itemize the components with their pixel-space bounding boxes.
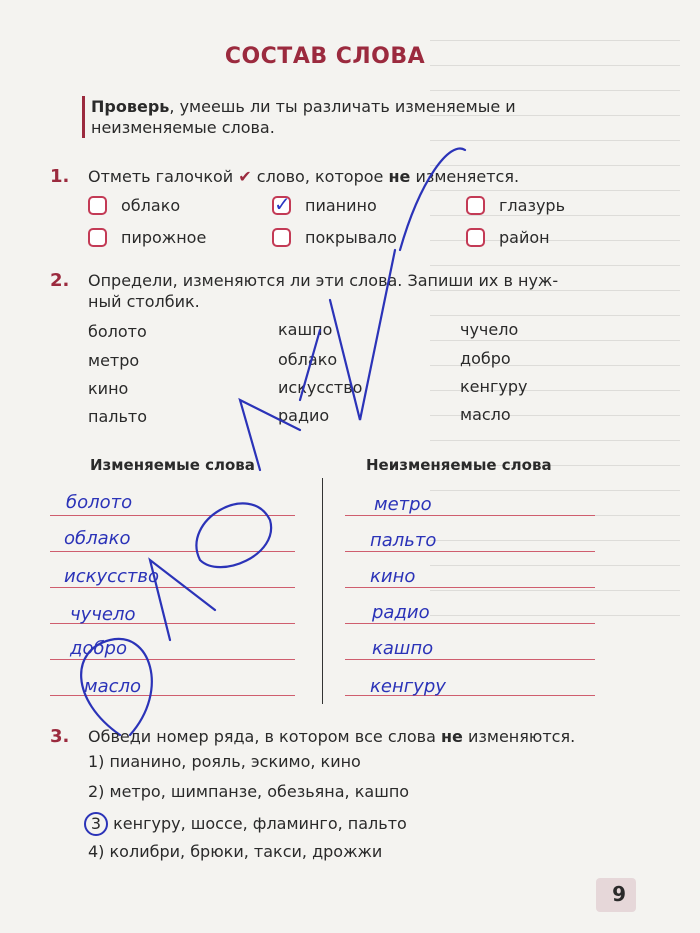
- option-pokryvalo[interactable]: [272, 224, 397, 250]
- answer-line: [50, 551, 295, 552]
- row-text: кенгуру, шоссе, фламинго, пальто: [113, 814, 407, 833]
- intro-bold: Проверь: [91, 97, 170, 116]
- word: метро: [88, 351, 140, 370]
- task2-line1: Определи, изменяются ли эти слова. Запиши их в нуж-: [88, 271, 559, 290]
- answer-line: [50, 659, 295, 660]
- row-number-circled: 3: [84, 812, 108, 836]
- handwritten-answer: масло: [84, 676, 142, 697]
- task3-instruction: [88, 726, 575, 747]
- option-label: покрывало: [305, 227, 397, 247]
- answer-line: [345, 551, 595, 552]
- task2-number: 2.: [50, 270, 70, 291]
- word: кашпо: [278, 320, 333, 339]
- row-number: 4): [88, 842, 105, 861]
- word: кино: [88, 379, 129, 398]
- row-text: метро, шимпанзе, обезьяна, кашпо: [109, 782, 410, 801]
- option-label: пирожное: [121, 227, 207, 247]
- page-title: СОСТАВ СЛОВА: [224, 44, 426, 69]
- row-option-selected[interactable]: [88, 812, 407, 836]
- row-option[interactable]: [88, 842, 382, 861]
- task3-text-bold: не: [440, 727, 463, 746]
- row-option[interactable]: [88, 782, 409, 801]
- checkmark-icon: ✔: [238, 167, 252, 186]
- answer-line: [50, 515, 295, 516]
- option-pirozhnoe[interactable]: [88, 224, 206, 250]
- task1-number: 1.: [50, 166, 70, 187]
- handwritten-answer: облако: [64, 528, 131, 549]
- task1-text-bold: не: [388, 167, 411, 186]
- handwritten-answer: кино: [370, 566, 416, 587]
- answer-line: [345, 623, 595, 624]
- checkbox-checked[interactable]: [272, 191, 291, 216]
- handwritten-answer: кенгуру: [370, 676, 446, 697]
- column-divider: [322, 478, 323, 704]
- option-rayon[interactable]: [466, 224, 550, 250]
- word: кенгуру: [460, 377, 528, 396]
- task2-instruction: [88, 270, 608, 312]
- answer-line: [345, 659, 595, 660]
- task3-text-c: изменяются.: [467, 727, 576, 746]
- word: чучело: [460, 320, 519, 339]
- option-pianino[interactable]: [272, 192, 377, 218]
- page-number: 9: [612, 882, 626, 906]
- row-text: колибри, брюки, такси, дрожжи: [109, 842, 383, 861]
- handwritten-answer: искусство: [64, 566, 160, 587]
- word: пальто: [88, 407, 148, 426]
- row-number: 2): [88, 782, 105, 801]
- handwritten-answer: пальто: [370, 530, 437, 551]
- option-label: глазурь: [499, 195, 565, 215]
- word: радио: [278, 406, 330, 425]
- handwritten-answer: кашпо: [372, 638, 434, 659]
- option-oblako[interactable]: [88, 192, 180, 218]
- word: масло: [460, 405, 511, 424]
- row-number: 1): [88, 752, 105, 771]
- option-glazur[interactable]: [466, 192, 565, 218]
- task1-text-a: Отметь галочкой: [88, 167, 234, 186]
- checkbox[interactable]: [272, 228, 291, 247]
- column-header-changeable: Изменяемые слова: [90, 456, 255, 474]
- intro-instruction: [82, 96, 611, 138]
- checkbox[interactable]: [466, 196, 485, 215]
- word: облако: [278, 350, 338, 369]
- checkbox[interactable]: [88, 196, 107, 215]
- checkbox[interactable]: [88, 228, 107, 247]
- answer-line: [50, 587, 295, 588]
- option-label: район: [499, 227, 550, 247]
- handwritten-answer: метро: [374, 494, 432, 515]
- option-label: облако: [121, 195, 181, 215]
- handwritten-answer: болото: [66, 492, 133, 513]
- answer-line: [345, 587, 595, 588]
- checkbox[interactable]: [466, 228, 485, 247]
- intro-text: , умеешь ли ты различать изменяемые и неизменяемые слова.: [91, 97, 516, 137]
- row-option[interactable]: [88, 752, 361, 771]
- row-text: пианино, рояль, эскимо, кино: [109, 752, 361, 771]
- check-icon: ✓: [274, 191, 291, 216]
- option-label: пианино: [305, 195, 377, 215]
- handwritten-answer: добро: [70, 638, 127, 659]
- handwritten-answer: радио: [372, 602, 430, 623]
- task3-number: 3.: [50, 726, 70, 747]
- task1-text-b: слово, которое: [256, 167, 384, 186]
- task1-instruction: [88, 166, 519, 187]
- word: добро: [460, 349, 511, 368]
- task1-text-c: изменяется.: [415, 167, 520, 186]
- handwritten-answer: чучело: [70, 604, 136, 625]
- task3-text-a: Обведи номер ряда, в котором все слова: [88, 727, 436, 746]
- task2-line2: ный столбик.: [88, 292, 200, 311]
- word: болото: [88, 322, 147, 341]
- word: искусство: [278, 378, 363, 397]
- column-header-unchangeable: Неизменяемые слова: [366, 456, 552, 474]
- answer-line: [345, 515, 595, 516]
